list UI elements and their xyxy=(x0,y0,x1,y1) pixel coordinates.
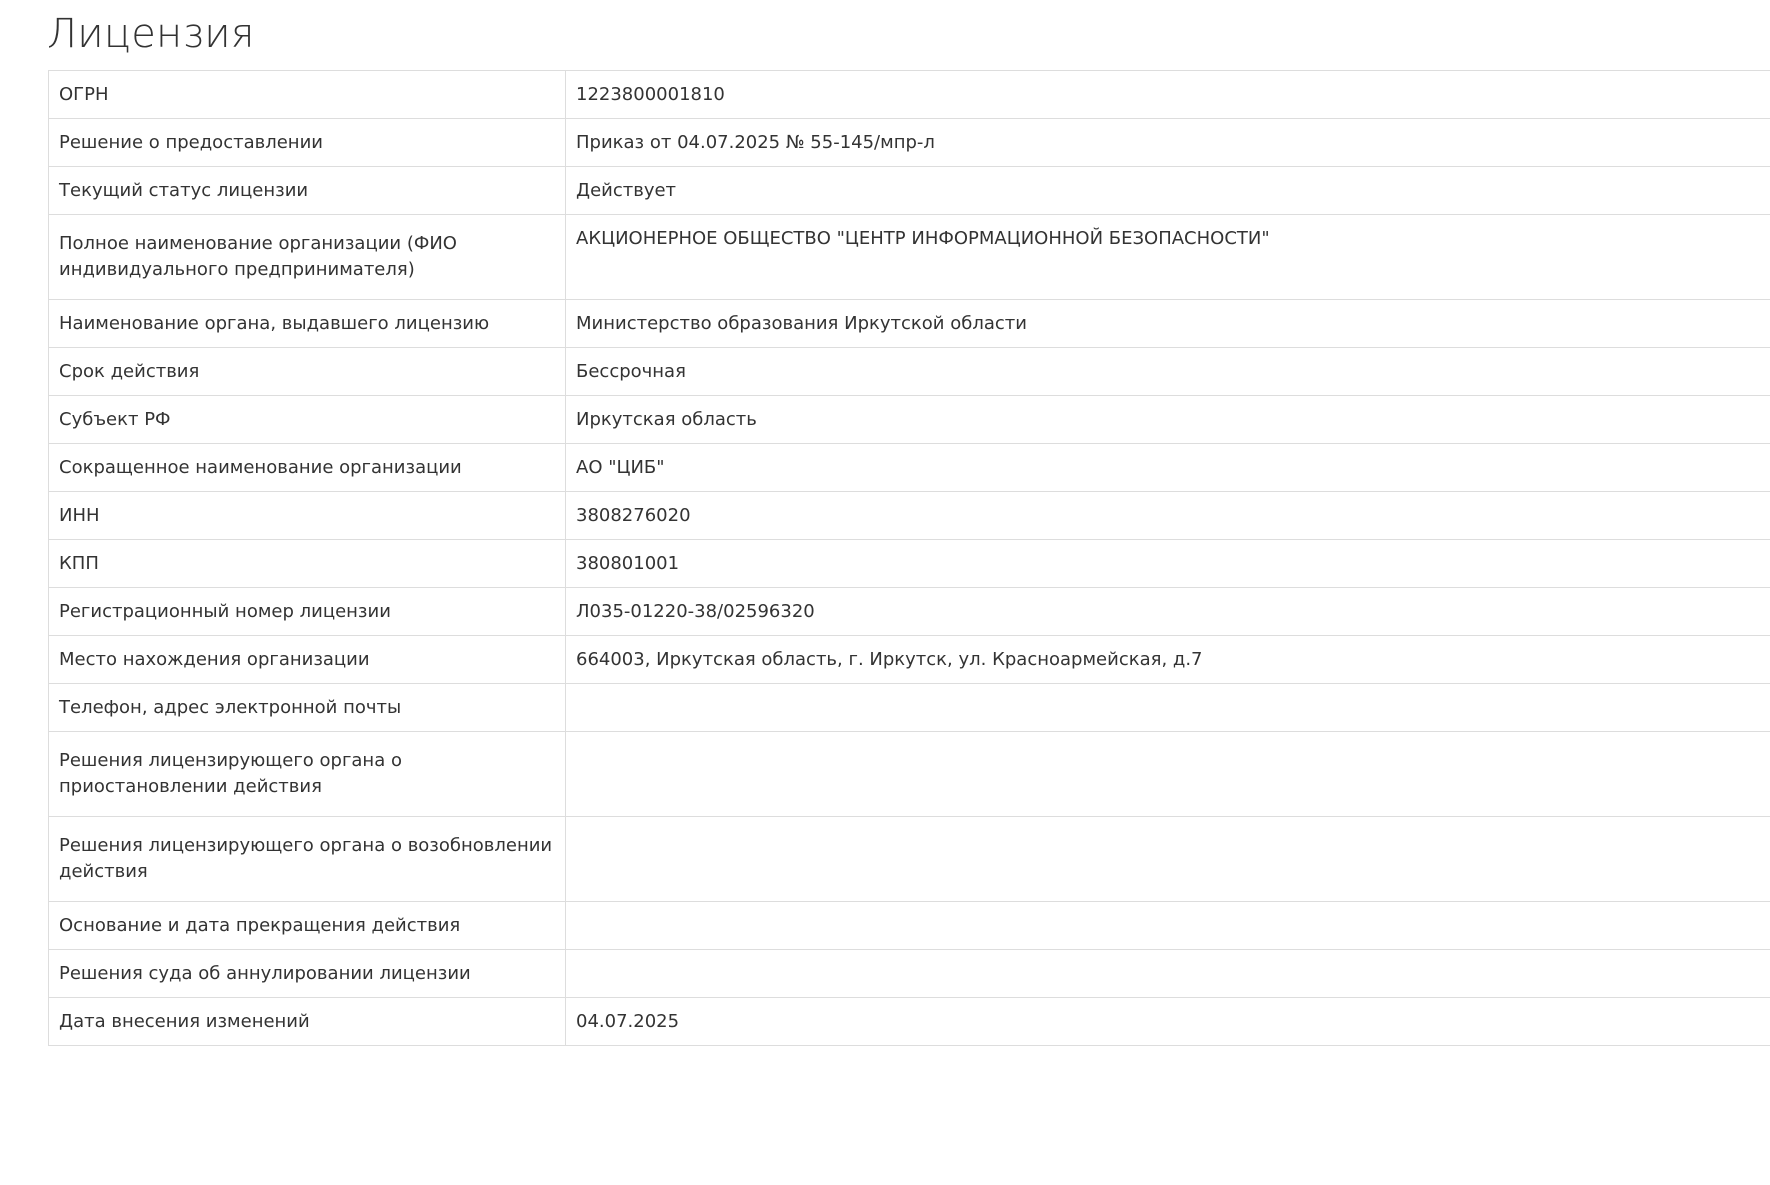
field-label: Субъект РФ xyxy=(49,396,566,444)
field-value: 3808276020 xyxy=(566,492,1770,540)
field-value: АКЦИОНЕРНОЕ ОБЩЕСТВО "ЦЕНТР ИНФОРМАЦИОННОЙ БЕЗОПАСНОСТИ" xyxy=(566,215,1770,300)
table-row xyxy=(49,732,1770,817)
field-label: Решения суда об аннулировании лицензии xyxy=(49,950,566,998)
field-label: Текущий статус лицензии xyxy=(49,167,566,215)
table-row xyxy=(49,167,1770,215)
field-value: 1223800001810 xyxy=(566,71,1770,119)
field-value: Действует xyxy=(566,167,1770,215)
table-row xyxy=(49,396,1770,444)
field-value xyxy=(566,684,1770,732)
field-value xyxy=(566,817,1770,902)
field-label: Полное наименование организации (ФИО индивидуального предпринимателя) xyxy=(49,215,566,300)
table-row xyxy=(49,71,1770,119)
field-label: Срок действия xyxy=(49,348,566,396)
field-label: КПП xyxy=(49,540,566,588)
table-row xyxy=(49,817,1770,902)
field-value: Бессрочная xyxy=(566,348,1770,396)
field-value: АО "ЦИБ" xyxy=(566,444,1770,492)
field-value: 664003, Иркутская область, г. Иркутск, ул. Красноармейская, д.7 xyxy=(566,636,1770,684)
field-label: Регистрационный номер лицензии xyxy=(49,588,566,636)
license-details-table xyxy=(48,70,1770,1046)
table-row xyxy=(49,540,1770,588)
table-row xyxy=(49,684,1770,732)
field-label: ИНН xyxy=(49,492,566,540)
table-row xyxy=(49,950,1770,998)
table-row xyxy=(49,444,1770,492)
field-label: Сокращенное наименование организации xyxy=(49,444,566,492)
field-label: Основание и дата прекращения действия xyxy=(49,902,566,950)
table-row xyxy=(49,492,1770,540)
field-label: Решения лицензирующего органа о возобновлении действия xyxy=(49,817,566,902)
field-value xyxy=(566,732,1770,817)
field-value xyxy=(566,902,1770,950)
field-value: Л035-01220-38/02596320 xyxy=(566,588,1770,636)
field-label: Наименование органа, выдавшего лицензию xyxy=(49,300,566,348)
table-row xyxy=(49,348,1770,396)
page-title: Лицензия xyxy=(47,11,255,57)
table-row xyxy=(49,588,1770,636)
field-value xyxy=(566,950,1770,998)
table-row xyxy=(49,998,1770,1046)
field-label: Дата внесения изменений xyxy=(49,998,566,1046)
license-table-body xyxy=(49,71,1770,1046)
field-label: Решение о предоставлении xyxy=(49,119,566,167)
field-label: Телефон, адрес электронной почты xyxy=(49,684,566,732)
field-label: Место нахождения организации xyxy=(49,636,566,684)
table-row xyxy=(49,215,1770,300)
field-label: Решения лицензирующего органа о приостановлении действия xyxy=(49,732,566,817)
table-row xyxy=(49,119,1770,167)
table-row xyxy=(49,902,1770,950)
field-value: Министерство образования Иркутской области xyxy=(566,300,1770,348)
field-value: 04.07.2025 xyxy=(566,998,1770,1046)
field-value: Иркутская область xyxy=(566,396,1770,444)
field-value: Приказ от 04.07.2025 № 55-145/мпр-л xyxy=(566,119,1770,167)
field-label: ОГРН xyxy=(49,71,566,119)
table-row xyxy=(49,300,1770,348)
field-value: 380801001 xyxy=(566,540,1770,588)
table-row xyxy=(49,636,1770,684)
